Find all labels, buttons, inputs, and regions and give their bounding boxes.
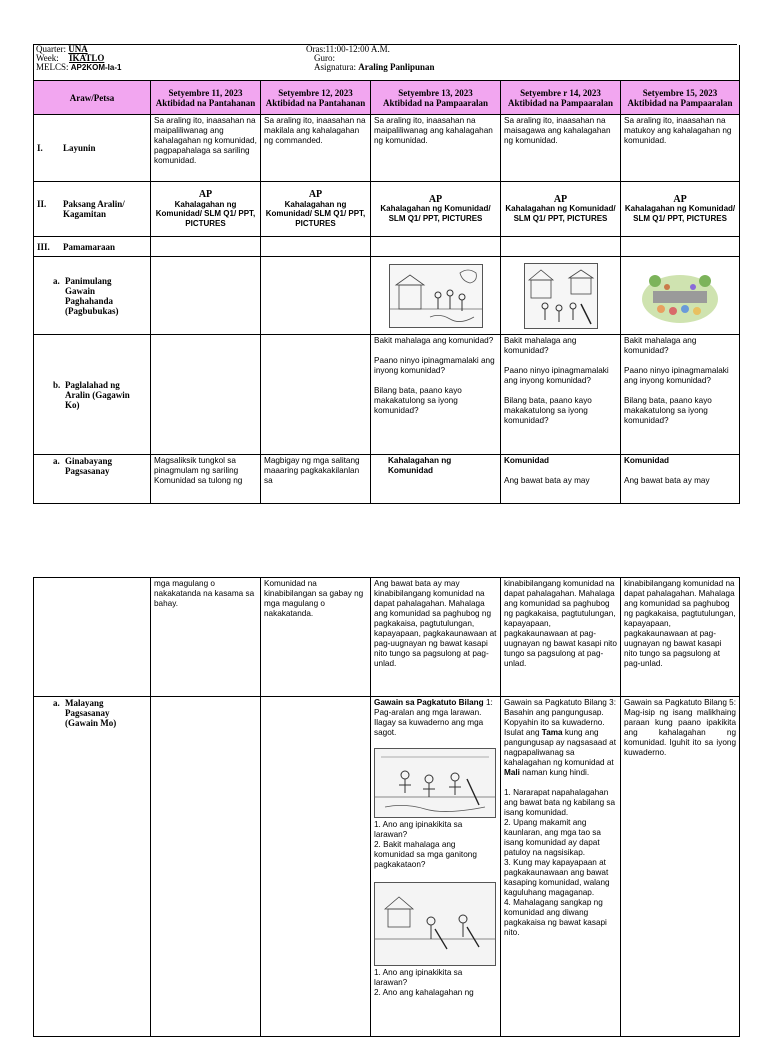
sweeping-children-image <box>374 882 496 966</box>
row-letter: a. <box>53 275 60 286</box>
panimulang-day3-picture <box>371 257 501 335</box>
cont-day1: mga magulang o nakakatanda na kasama sa bahay. <box>151 578 261 697</box>
ginabayang-day4: Komunidad Ang bawat bata ay may <box>501 455 621 504</box>
ginabayang-day2: Magbigay ng mga salitang maaaring pagkakakilanlan sa <box>261 455 371 504</box>
panimulang-day5-picture <box>621 257 740 335</box>
row-paglalahad <box>34 335 740 455</box>
guro-label: Guro: <box>314 54 335 63</box>
cont-day3: Ang bawat bata ay may kinabibilangang komunidad na dapat pahalagahan. Mahalaga ang komunidad sa paghubog ng pagkakaisa, pagtutulungan, kapayapaan, pagkakaunawaan at pag-uugnayan ng bawat kasapi nito tungo sa pagsulong at pag-unlad. <box>371 578 501 697</box>
row-label-paglalahad: Paglalahad ng Aralin (Gagawin Ko) <box>65 379 130 410</box>
malayang-day5: Gawain sa Pagkatuto Bilang 5: Mag-isip ng isang malikhaing paraan kung paano ipakikita ang kahalagahan ng komunidad. Iguhit ito sa iyong kuwaderno. <box>621 697 740 1037</box>
col-header-day1: Setyembre 11, 2023 Aktibidad na Pantahanan <box>151 81 261 115</box>
gawain-q3: 1. Ano ang ipinakikita sa larawan? <box>374 968 463 987</box>
gawain-intro: 1: Pag-aralan ang mga larawan. Ilagay sa kuwaderno ang mga sagot. <box>374 698 493 737</box>
row-label-panimulang: Panimulang Gawain Paghahanda (Pagbubukas) <box>65 275 119 316</box>
children-community-image <box>524 263 598 329</box>
layunin-day5: Sa araling ito, inaasahan na matukoy ang kahalagahan ng komunidad. <box>621 115 740 182</box>
column-header-row <box>34 81 740 115</box>
row-label-pamamaraan: Pamamaraan <box>63 241 115 252</box>
header-info-row <box>34 45 740 81</box>
row-panimulang-gawain <box>34 257 740 335</box>
ginabayang-day3: Kahalagahan ng Komunidad <box>371 455 501 504</box>
row-letter: a. <box>53 456 60 466</box>
malayang-day3 <box>371 697 501 1037</box>
row-ginabayang <box>34 455 740 504</box>
layunin-day2: Sa araling ito, inaasahan na makilala ang kahalagahan ng commanded. <box>261 115 371 182</box>
tama-mali-item-3: 3. Kung may kapayapaan at pagkakaunawaan ang bawat kasaping komunidad, walang kaguluhang magaganap. <box>504 858 610 897</box>
lesson-table-part2 <box>33 577 740 1037</box>
col-header-day2: Setyembre 12, 2023 Aktibidad na Pantahanan <box>261 81 371 115</box>
asignatura-label: Asignatura: <box>314 63 356 72</box>
paksa-day4: AP Kahalagahan ng Komunidad/ SLM Q1/ PPT, PICTURES <box>501 182 621 237</box>
oras-text: Oras:11:00-12:00 A.M. <box>306 45 390 54</box>
cont-day4: kinabibilangang komunidad na dapat pahalagahan. Mahalaga ang komunidad sa paghubog ng pagkakaisa, pagtutulungan, kapayapaan, pagkakaunawaan at pag-uugnayan ng bawat kasapi nito tungo sa pagsulong at pag-unlad. <box>501 578 621 697</box>
paksa-day3: AP Kahalagahan ng Komunidad/ SLM Q1/ PPT, PICTURES <box>371 182 501 237</box>
paglalahad-day4: Bakit mahalaga ang komunidad? Paano ninyo ipinagmamalaki ang inyong komunidad? Bilang bata, paano kayo makakatulong sa iyong komunidad? <box>501 335 621 455</box>
tama-mali-item-4: 4. Mahalagang sangkap ng komunidad ang diwang pagkakaisa ng bawat kasapi nito. <box>504 898 607 937</box>
paksa-day2: AP Kahalagahan ng Komunidad/ SLM Q1/ PPT, PICTURES <box>261 182 371 237</box>
ginabayang-day1: Magsaliksik tungkol sa pinagmulam ng sariling Komunidad sa tulong ng <box>151 455 261 504</box>
col-header-day4: Setyembre r 14, 2023 Aktibidad na Pampaaralan <box>501 81 621 115</box>
cont-day2: Komunidad na kinabibilangan sa gabay ng mga magulang o nakakatanda. <box>261 578 371 697</box>
paglalahad-day3: Bakit mahalaga ang komunidad? Paano ninyo ipinagmamalaki ang inyong komunidad? Bilang bata, paano kayo makakatulong sa iyong komunidad? <box>371 335 501 455</box>
gawain-q2: 2. Bakit mahalaga ang komunidad sa mga ganitong pagkakataon? <box>374 840 477 869</box>
col-header-day3: Setyembre 13, 2023 Aktibidad na Pampaaralan <box>371 81 501 115</box>
tama-mali-item-1: 1. Nararapat napahalagahan ang bawat bata ng kabilang sa isang komunidad. <box>504 788 616 817</box>
row-ginabayang-continued <box>34 578 740 697</box>
quarter-value: UNA <box>68 45 88 54</box>
row-paksang-aralin <box>34 182 740 237</box>
col-header-araw: Araw/Petsa <box>34 81 151 115</box>
melcs-value: AP2KOM-Ia-1 <box>70 63 122 72</box>
col-header-day5: Setyembre 15, 2023 Aktibidad na Pampaaralan <box>621 81 740 115</box>
row-letter: a. <box>53 698 60 708</box>
layunin-day3: Sa araling ito, inaasahan na maipaliliwanag ang kahalagahan ng komunidad. <box>371 115 501 182</box>
ginabayang-day5: Komunidad Ang bawat bata ay may <box>621 455 740 504</box>
paglalahad-day5: Bakit mahalaga ang komunidad? Paano ninyo ipinagmamalaki ang inyong komunidad? Bilang bata, paano kayo makakatulong sa iyong komunidad? <box>621 335 740 455</box>
gawain-title: Gawain sa Pagkatuto Bilang <box>374 698 484 707</box>
paksa-day1: AP Kahalagahan ng Komunidad/ SLM Q1/ PPT, PICTURES <box>151 182 261 237</box>
tama-mali-item-2: 2. Upang makamit ang kaunlaran, ang mga tao sa isang komunidad ay dapat patuloy na nagsisikap. <box>504 818 601 857</box>
community-cleanup-image <box>389 264 483 328</box>
asignatura-value: Araling Panlipunan <box>358 63 435 72</box>
gawain-q1: 1. Ano ang ipinakikita sa larawan? <box>374 820 463 839</box>
row-letter: b. <box>53 379 61 390</box>
row-malayang-pagsasanay <box>34 697 740 1037</box>
row-pamamaraan <box>34 237 740 257</box>
week-value: IKATLO <box>69 54 105 63</box>
panimulang-day4-picture <box>501 257 621 335</box>
cont-day5: kinabibilangang komunidad na dapat pahalagahan. Mahalaga ang komunidad sa paghubog ng pagkakaisa, pagtutulungan, kapayapaan, pagkakaunawaan at pag-uugnayan ng bawat kasapi nito tungo sa pagsulong at pag-unlad. <box>621 578 740 697</box>
row-layunin <box>34 115 740 182</box>
gawain-q4: 2. Ano ang kahalagahan ng <box>374 988 474 997</box>
row-number: I. <box>37 143 43 153</box>
quarter-label: Quarter: <box>36 45 66 54</box>
row-label-ginabayang: Ginabayang Pagsasanay <box>65 456 113 476</box>
malayang-day4: Gawain sa Pagkatuto Bilang 3: Basahin ang pangungusap. Kopyahin ito sa kuwaderno. Isulat ang Tama kung ang pangungusap ay nagsasaad at nagpapaliwanag sa kahalagahan ng komunidad at Mali naman kung hindi. 1. Nararapat napahalagahan ang bawat bata ng kabilang sa isang komunidad. 2. Upang makamit ang kaunlaran, ang mga tao sa isang komunidad ay dapat patuloy na nagsisikap. 3. Kung may kapayapaan at pagkakaunawaan ang bawat kasaping komunidad, walang kaguluhang magaganap. 4. Mahalagang sangkap ng komunidad ang diwang pagkakaisa ng bawat kasapi nito. <box>501 697 621 1037</box>
layunin-day4: Sa araling ito, inaasahan na maisagawa ang kahalagahan ng komunidad. <box>501 115 621 182</box>
cleanup-children-image <box>374 748 496 818</box>
row-label-paksa: Paksang Aralin/ Kagamitan <box>63 199 125 219</box>
layunin-day1: Sa araling ito, inaasahan na maipaliliwanag ang kahalagahan ng komunidad, pagpapahalaga sa sariling komunidad. <box>151 115 261 182</box>
row-number: II. <box>37 199 47 209</box>
row-label-malayang: Malayang Pagsasanay (Gawain Mo) <box>65 698 117 728</box>
week-label: Week: <box>36 54 59 63</box>
paksa-day5: AP Kahalagahan ng Komunidad/ SLM Q1/ PPT, PICTURES <box>621 182 740 237</box>
colored-community-image <box>639 265 721 327</box>
row-number: III. <box>37 241 50 252</box>
lesson-table-part1 <box>33 45 740 504</box>
row-label-layunin: Layunin <box>63 143 96 153</box>
melcs-label: MELCS: <box>36 63 69 72</box>
